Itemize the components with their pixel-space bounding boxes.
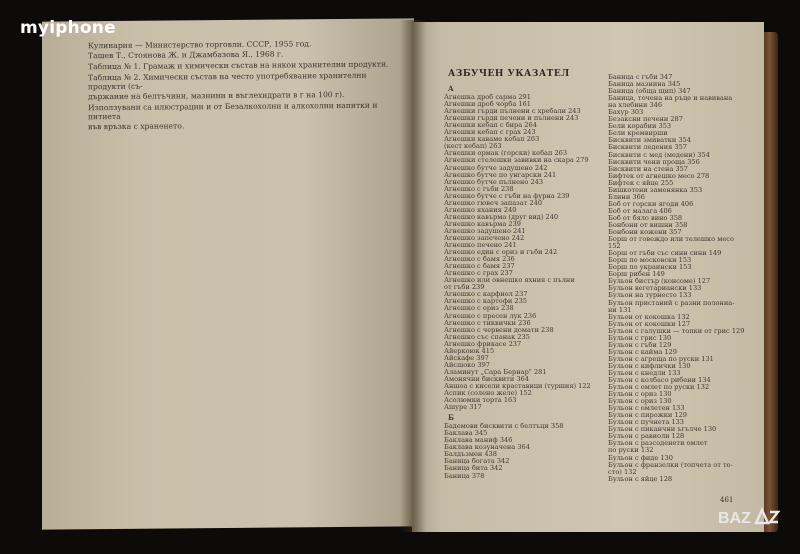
index-entry: Бульон с кайма 129 — [608, 347, 677, 356]
index-entry: Бульон с кифлички 130 — [608, 361, 691, 370]
index-letter: Б — [448, 413, 454, 423]
index-entry: Бисквити змиватки 354 — [608, 136, 691, 145]
index-entry: Агнешко задушено 241 — [444, 226, 526, 235]
index-entry: Агнешки гърди печени и пълнени 243 — [444, 114, 579, 123]
index-entry: Борш от говеждо или телешко месо — [608, 235, 734, 244]
index-entry: Агнешко бутче с гъби на фурна 239 — [444, 191, 570, 200]
index-entry: Бели корабии 353 — [608, 122, 672, 131]
index-column-2 — [608, 74, 760, 483]
index-entry: Агнешки ормак (горски) кебап 263 — [444, 149, 568, 158]
index-entry: Бисквити на стена 357 — [608, 164, 688, 173]
index-entry: Бульон с галушки — топки от грис 129 — [608, 326, 745, 335]
index-entry: Аншоа с кисели краставици (туршия) 122 — [444, 381, 591, 390]
left-line: Ташев Т., Стоянова Ж. и Джамбазова Я., 1968 г. — [88, 49, 284, 61]
left-line: държание на белтъчини, мазнини и въглехидрати в г на 100 г). — [88, 89, 345, 102]
left-page-text — [88, 39, 398, 133]
index-entry: Аламинут „Сара Бернар" 281 — [444, 367, 547, 376]
index-column-1 — [444, 82, 596, 480]
index-entry: Агнешки каваме кебап 263 — [444, 135, 540, 144]
index-entry: Агнешко или овнешко яхния с пълни — [444, 276, 575, 285]
left-line: Таблица № 2. Химически състав на често употребявание хранителни продукти (съ- — [88, 70, 367, 92]
index-entry: Агнешко със спанак 235 — [444, 332, 530, 341]
index-entry: сто) 132 — [608, 467, 637, 476]
index-entry: Бульон бистър (консоме) 127 — [608, 277, 711, 286]
index-entry: Бульон пристаний с разни полониа- — [608, 298, 735, 307]
book-gutter — [400, 20, 426, 532]
index-entry: Балдъзмен 438 — [444, 450, 497, 459]
index-entry: Борш от гъби със сини сини 149 — [608, 249, 722, 258]
index-entry: Борш по московски 153 — [608, 256, 692, 265]
index-entry: Бульон с гъби 129 — [608, 340, 672, 349]
index-entry: Ашуре 317 — [444, 403, 482, 412]
index-entry: Бульон с фиде 130 — [608, 453, 673, 462]
index-entry: Агнешко гювеч запазат 240 — [444, 198, 543, 207]
right-page — [412, 22, 764, 532]
index-entry: Баница 378 — [444, 471, 485, 480]
index-entry: Агнешко с грах 237 — [444, 269, 513, 278]
index-entry: Борш рибен 149 — [608, 270, 665, 279]
watermark-text: myiphone — [20, 18, 116, 38]
svg-text:BAZ: BAZ — [718, 510, 751, 527]
index-entry: Безаксни печени 287 — [608, 115, 684, 124]
index-entry: Айсшоко 397 — [444, 360, 490, 369]
index-entry: Агнешко с бамя 236 — [444, 255, 515, 264]
index-entry: Бульон с равиоли 128 — [608, 432, 685, 441]
index-entry: Бульон с ориз 130 — [608, 390, 672, 399]
left-line: във връзка с храненето. — [88, 121, 185, 132]
index-entry: Агнешко с бамя 237 — [444, 262, 515, 271]
index-entry: Агнешко фрикасе 237 — [444, 339, 522, 348]
index-entry: Асолюмки торта 163 — [444, 396, 517, 405]
index-entry: Агнешко с карфиол 237 — [444, 290, 528, 299]
index-entry: Бульон на турнесто 133 — [608, 291, 692, 300]
index-entry: Бульон с разсоденети омлет — [608, 439, 708, 448]
bazar-logo — [716, 504, 784, 530]
index-entry: Бульон с омлет по руски 132 — [608, 383, 710, 392]
index-entry: Бисквити чени проща 356 — [608, 157, 700, 166]
index-entry: Баница богата 342 — [444, 457, 510, 466]
index-entry: Бульон с кнедли 133 — [608, 368, 681, 377]
index-entry: Бисквити с мед (медени) 354 — [608, 150, 710, 159]
index-letter: А — [448, 84, 454, 93]
index-entry: Агнешко с червени домати 238 — [444, 325, 554, 334]
index-entry: Агнешко с пресен лук 236 — [444, 311, 537, 320]
bazar-logo-icon — [716, 504, 784, 530]
index-entry: (кест кебап) 263 — [444, 142, 502, 151]
index-entry: Баница с гъби 347 — [608, 73, 673, 81]
index-entry: ни 131 — [608, 305, 632, 314]
index-entry: Бульон вегетариански 133 — [608, 284, 702, 293]
index-entry: от гъби 239 — [444, 283, 485, 292]
index-entry: Бонбони от вишни 358 — [608, 220, 688, 229]
index-entry: Баница мазнина 345 — [608, 80, 681, 89]
index-entry: Агнешко бутче по унгарски 241 — [444, 170, 557, 179]
index-entry: Агнешко яхания 240 — [444, 205, 517, 214]
index-entry: Агнешка дроб сарма 291 — [444, 93, 531, 102]
index-entry: Борш по украински 153 — [608, 263, 692, 272]
index-heading: АЗБУЧЕН УКАЗАТЕЛ — [448, 69, 570, 79]
index-entry: Агнешко с ориз 238 — [444, 304, 514, 313]
index-entry: Баница (обща щип) 347 — [608, 87, 691, 96]
page-number: 461 — [720, 496, 734, 504]
left-line: Използувани са илюстрации и от Безалкохолни и алкохолни напитки и питиета — [88, 100, 378, 122]
index-entry: Баклава 345 — [444, 429, 488, 438]
index-entry: Агнешко с тиквички 236 — [444, 318, 531, 327]
index-entry: Бульон с грис 130 — [608, 333, 672, 342]
index-entry: Бифтек от агнешко месо 278 — [608, 171, 710, 180]
index-entry: Бадемови бисквити с белтъци 358 — [444, 422, 564, 431]
index-entry: Бели кремвирши — [608, 129, 668, 138]
index-entry: Бифтек с яйце 255 — [608, 178, 674, 187]
index-entry: Баклава козуначена 364 — [444, 443, 530, 452]
index-entry: 152 — [608, 242, 621, 251]
index-entry: Бульон с ориз 130 — [608, 397, 672, 406]
index-entry: Агнешки стелешки завивки на скара 279 — [444, 156, 589, 165]
index-entry: на хлебини 346 — [608, 101, 663, 110]
index-entry: Агнешко печено 241 — [444, 241, 517, 250]
index-entry: Агнешко един с ориз и гъби 242 — [444, 248, 558, 257]
index-entry: Аспик (солено желе) 152 — [444, 389, 532, 398]
index-entry: Амонячни бисквити 364 — [444, 374, 529, 383]
left-line: Кулинария — Министерство торговли. СССР, 1955 год. — [88, 39, 312, 51]
index-entry: Баница бита 342 — [444, 464, 503, 473]
index-entry: Бульон от кокошки 127 — [608, 319, 691, 328]
index-entry: Блини 366 — [608, 192, 645, 201]
index-entry: Агнешко бутче пълнено 243 — [444, 177, 544, 186]
index-entry: Бонбони кожени 357 — [608, 228, 682, 237]
index-entry: Бульон с франзелки (топчета от те- — [608, 460, 733, 469]
index-entry: Боб от малага 406 — [608, 206, 672, 215]
index-entry: Бульон с омлетен 133 — [608, 404, 685, 413]
index-entry: Агнешко бутче задушено 242 — [444, 163, 548, 172]
index-entry: Бульон с пиканчни ъгълче 130 — [608, 425, 717, 434]
index-entry: Бишкотени заменянка 353 — [608, 185, 703, 194]
index-entry: Бульон от кокошка 132 — [608, 312, 690, 321]
index-entry: Айскафе 397 — [444, 353, 489, 362]
index-entry: Боб от горски ягоди 406 — [608, 199, 694, 208]
index-entry: Бульон с пирожки 129 — [608, 411, 687, 420]
book-cover-edge — [764, 32, 778, 532]
index-entry: Бульон с пучнета 133 — [608, 418, 684, 427]
index-entry: Баница, точена на ръце и навивана — [608, 94, 733, 103]
index-entry: Агнешки кебап с бира 264 — [444, 121, 537, 130]
index-entry: Айеркоюк 415 — [444, 346, 495, 355]
index-entry: Боб от бяло вино 358 — [608, 213, 683, 222]
index-entry: Агнешко кавърма 239 — [444, 219, 521, 228]
index-entry: Агнешки дроб чорба 161 — [444, 100, 531, 109]
left-line: Таблица № 1. Грамаж и химически състав на някои хранителни продукти. — [88, 59, 389, 72]
index-entry: Бахур 303 — [608, 108, 644, 117]
index-entry: Агнешки гърди пълнени с хребали 243 — [444, 107, 581, 116]
left-page — [42, 18, 414, 529]
index-entry: Бульон с колбасо рибени 134 — [608, 376, 711, 385]
index-entry: Агнешки кебап с грах 243 — [444, 128, 536, 137]
index-entry: Агнешко запечено 242 — [444, 233, 525, 242]
index-entry: Агнешко с гъби 238 — [444, 184, 514, 193]
open-book — [30, 14, 775, 542]
index-entry: Бульон с агреща по руски 131 — [608, 354, 714, 363]
index-entry: Агнешко кавърма (друг вид) 240 — [444, 212, 559, 221]
index-entry: Агнешко с картофи 235 — [444, 297, 527, 306]
index-entry: Баклава маниф 346 — [444, 436, 513, 445]
index-entry: Бульон с яйце 128 — [608, 474, 673, 483]
index-entry: Бисквити ледения 357 — [608, 143, 687, 152]
index-entry: по руски 132 — [608, 446, 654, 455]
